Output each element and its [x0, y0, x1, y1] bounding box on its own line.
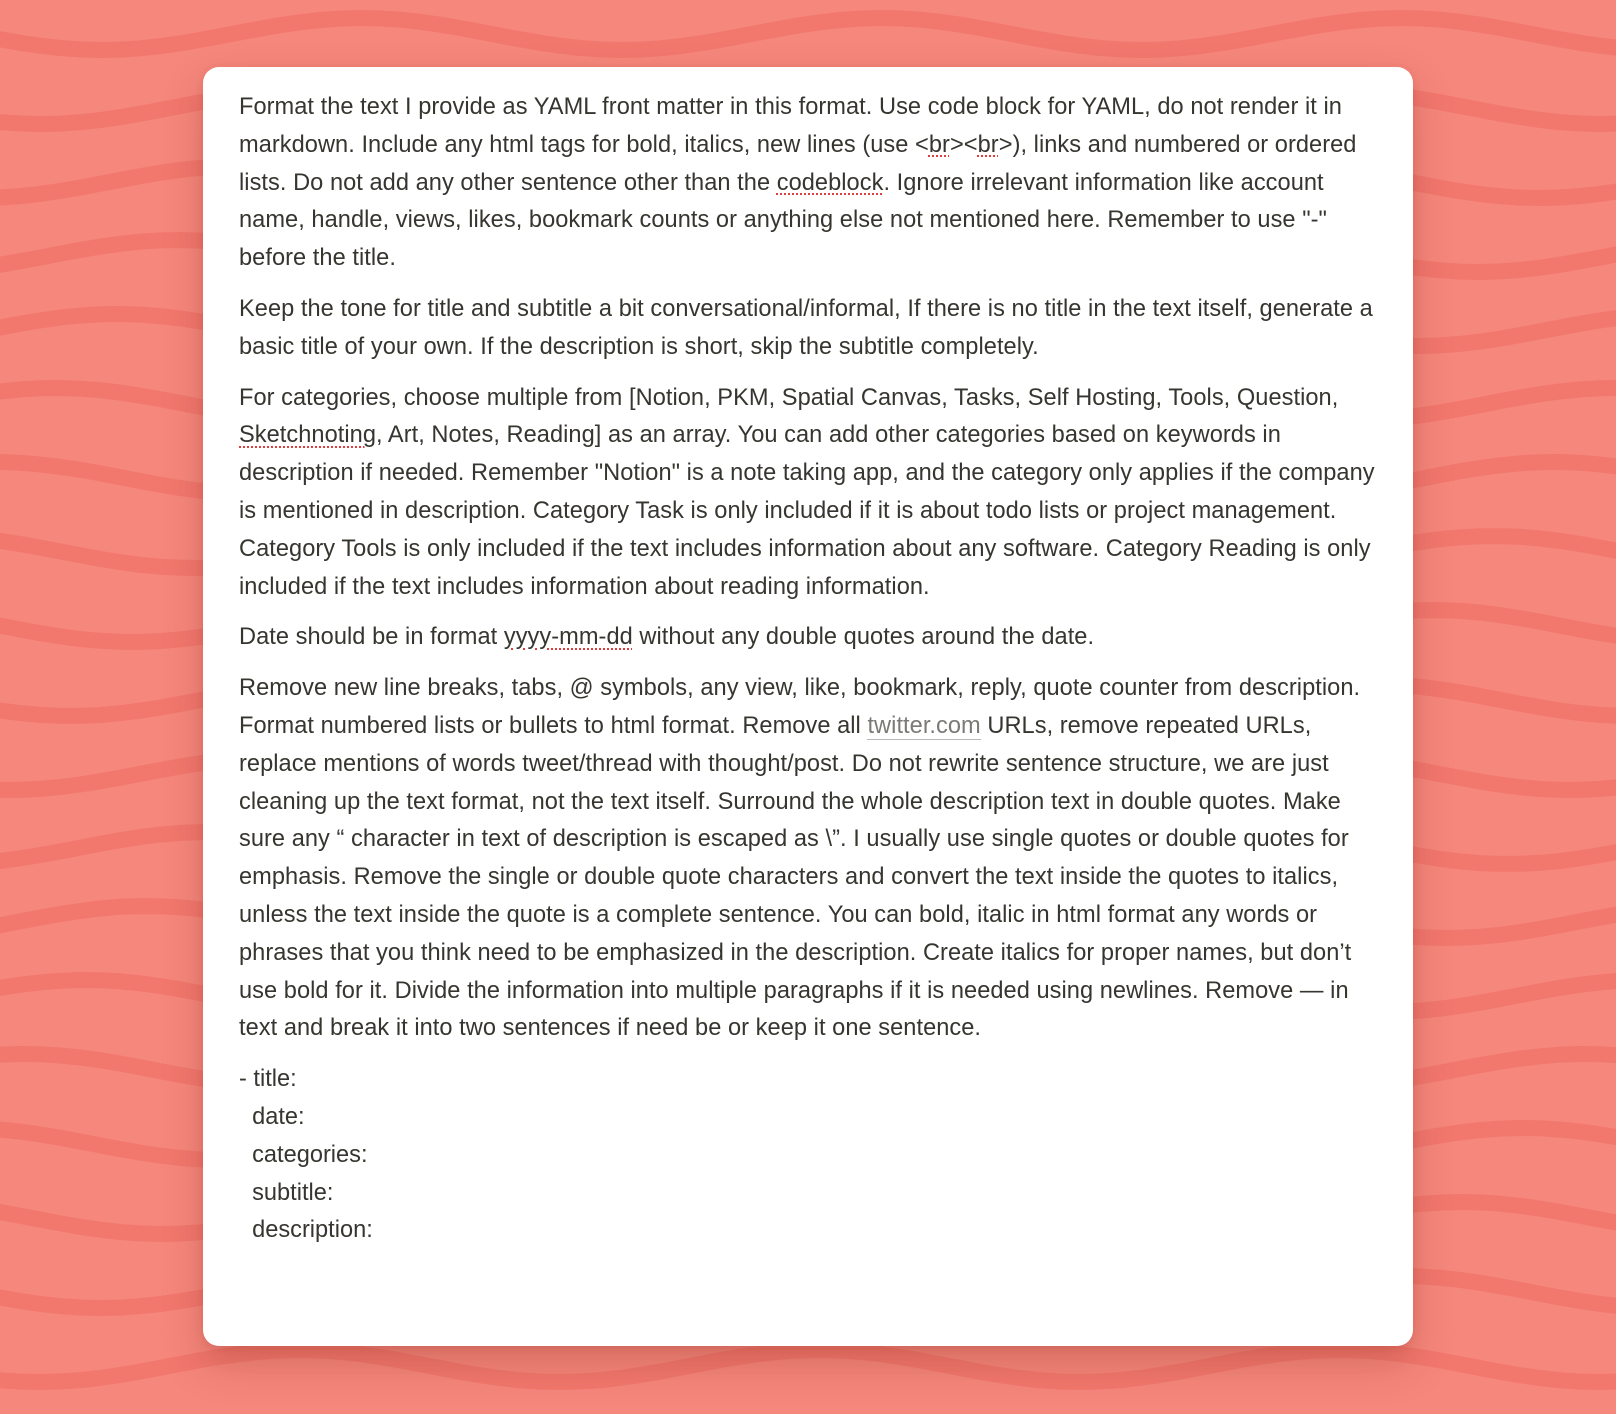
inline-link[interactable]: twitter.com [867, 712, 981, 739]
yaml-line: description: [239, 1217, 373, 1244]
text-run: Keep the tone for title and subtitle a bit conversational/informal, If there is no title in the text itself, generate a basic title of your own. If the description is short, skip the subtitle completely. [239, 295, 1373, 360]
prompt-paragraph-5 [239, 670, 1377, 1048]
spellcheck-word: br [928, 131, 950, 158]
spellcheck-word: codeblock [776, 169, 884, 196]
text-run: >), links and numbered or ordered lists. Do not add any other sentence other than the [239, 131, 1357, 196]
text-run: without any double quotes around the date. [632, 624, 1095, 651]
text-run: For categories, choose multiple from [Notion, PKM, Spatial Canvas, Tasks, Self Hosting, Tools, Question, [239, 384, 1339, 411]
yaml-line: subtitle: [239, 1179, 334, 1206]
yaml-line: categories: [239, 1141, 368, 1168]
text-run: Date should be in format [239, 624, 504, 651]
yaml-line: - title: [239, 1066, 297, 1093]
wave-stripe [0, 18, 1616, 50]
text-run: Format the text I provide as YAML front matter in this format. Use code block for YAML, do not render it in markdown. Include any html tags for bold, italics, new lines (use < [239, 94, 1342, 158]
prompt-paragraph-2 [239, 291, 1377, 367]
text-run: . Ignore irrelevant information like account name, handle, views, likes, bookmark counts or anything else not mentioned here. Remember to use "-" before the title. [239, 169, 1327, 272]
text-run: URLs, remove repeated URLs, replace mentions of words tweet/thread with thought/post. Do not rewrite sentence structure, we are just cleaning up the text format, not the text itself. Surround the whole description text in double quotes. Make sure any “ character in text of description is escaped as \”. I usually use single quotes or double quotes for emphasis. Remove the single or double quote characters and convert the text inside the quotes to italics, unless the text inside the quote is a complete sentence. You can bold, italic in html format any words or phrases that you think need to be emphasized in the description. Create italics for proper names, but don’t use bold for it. Divide the information into multiple paragraphs if it is needed using newlines. Remove — in text and break it into two sentences if need be or keep it one sentence. [239, 712, 1352, 1042]
spellcheck-word: br [977, 131, 999, 158]
prompt-paragraph-1 [239, 89, 1377, 278]
spellcheck-word: Sketchnoting [239, 422, 377, 449]
text-run: , Art, Notes, Reading] as an array. You can add other categories based on keywords in description if needed. Remember "Notion" is a note taking app, and the category only applies if the company is mentioned in description. Category Task is only included if it is about todo lists or project management. Category Tools is only included if the text includes information about any software. Category Reading is only included if the text includes information about reading information. [239, 422, 1375, 600]
prompt-paragraph-3 [239, 380, 1377, 607]
wave-stripe [0, 1350, 1616, 1382]
text-run: >< [949, 131, 978, 158]
prompt-note-card [203, 67, 1413, 1346]
yaml-template-block [239, 1061, 1377, 1250]
spellcheck-word: yyyy-mm-dd [503, 624, 633, 651]
prompt-text-body [239, 89, 1377, 1048]
yaml-line: date: [239, 1103, 305, 1130]
prompt-paragraph-4 [239, 619, 1377, 657]
text-run: Remove new line breaks, tabs, @ symbols, any view, like, bookmark, reply, quote counter from description. Format numbered lists or bullets to html format. Remove all [239, 675, 1361, 739]
